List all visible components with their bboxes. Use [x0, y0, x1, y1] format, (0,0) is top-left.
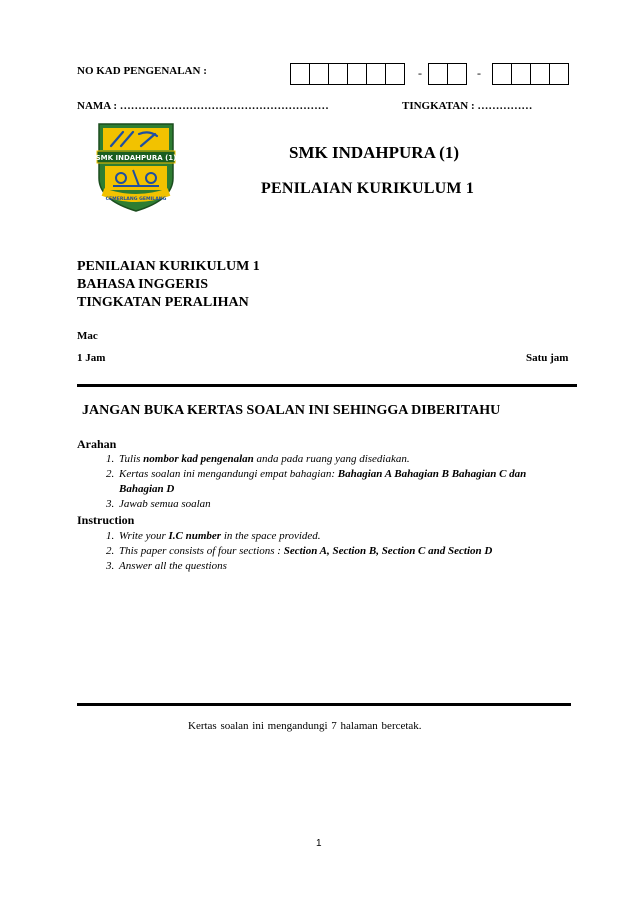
list-item: 3. Answer all the questions [117, 559, 587, 574]
ic-box[interactable] [290, 63, 309, 85]
ic-box[interactable] [366, 63, 385, 85]
ic-boxes-group-1[interactable] [290, 63, 405, 85]
list-item: 2. This paper consists of four sections : Section A, Section B, Section C and Section D [117, 544, 587, 559]
instruction-heading: Instruction [77, 513, 135, 527]
ic-box[interactable] [511, 63, 530, 85]
paper-subject: BAHASA INGGERIS [77, 277, 209, 292]
ic-box[interactable] [347, 63, 366, 85]
form-field[interactable]: TINGKATAN : …………… [402, 100, 533, 112]
instruction-list [77, 529, 587, 574]
ic-box[interactable] [492, 63, 511, 85]
ic-box[interactable] [447, 63, 467, 85]
ic-box[interactable] [309, 63, 328, 85]
list-item: 1. Tulis nombor kad pengenalan anda pada ruang yang disediakan. [117, 452, 587, 467]
ic-boxes-group-3[interactable] [492, 63, 569, 85]
logo-banner-text: SMK INDAHPURA (1) [95, 154, 177, 162]
school-logo [93, 120, 179, 213]
paper-form: TINGKATAN PERALIHAN [77, 295, 249, 310]
list-item: 3. Jawab semua soalan [117, 497, 587, 512]
arahan-heading: Arahan [77, 437, 117, 451]
ic-label: NO KAD PENGENALAN : [77, 65, 207, 77]
logo-motto: CEMERLANG GEMILANG [105, 197, 167, 202]
name-field[interactable]: NAMA : ………………………………………………… [77, 100, 329, 112]
ic-box[interactable] [328, 63, 347, 85]
paper-line-1: PENILAIAN KURIKULUM 1 [77, 259, 260, 274]
paper-month: Mac [77, 330, 98, 342]
ic-boxes-group-2[interactable] [428, 63, 467, 85]
list-item: 2. Kertas soalan ini mengandungi empat bahagian: Bahagian A Bahagian B Bahagian C dan Bahagian D [117, 467, 587, 497]
divider-top [77, 384, 577, 387]
duration-left: 1 Jam [77, 352, 106, 364]
duration-right: Satu jam [526, 352, 569, 364]
ic-box[interactable] [549, 63, 569, 85]
page-number: 1 [316, 838, 322, 849]
list-item: 1. Write your I.C number in the space provided. [117, 529, 587, 544]
arahan-list [77, 452, 587, 512]
school-name: SMK INDAHPURA (1) [289, 143, 459, 162]
warning-text: JANGAN BUKA KERTAS SOALAN INI SEHINGGA DIBERITAHU [82, 403, 501, 418]
divider-bottom [77, 703, 571, 706]
page-count-note: Kertas soalan ini mengandungi 7 halaman bercetak. [188, 720, 422, 732]
ic-box[interactable] [428, 63, 447, 85]
ic-separator-1: - [418, 66, 422, 80]
ic-separator-2: - [477, 66, 481, 80]
assessment-title: PENILAIAN KURIKULUM 1 [261, 180, 475, 197]
ic-box[interactable] [385, 63, 405, 85]
ic-box[interactable] [530, 63, 549, 85]
